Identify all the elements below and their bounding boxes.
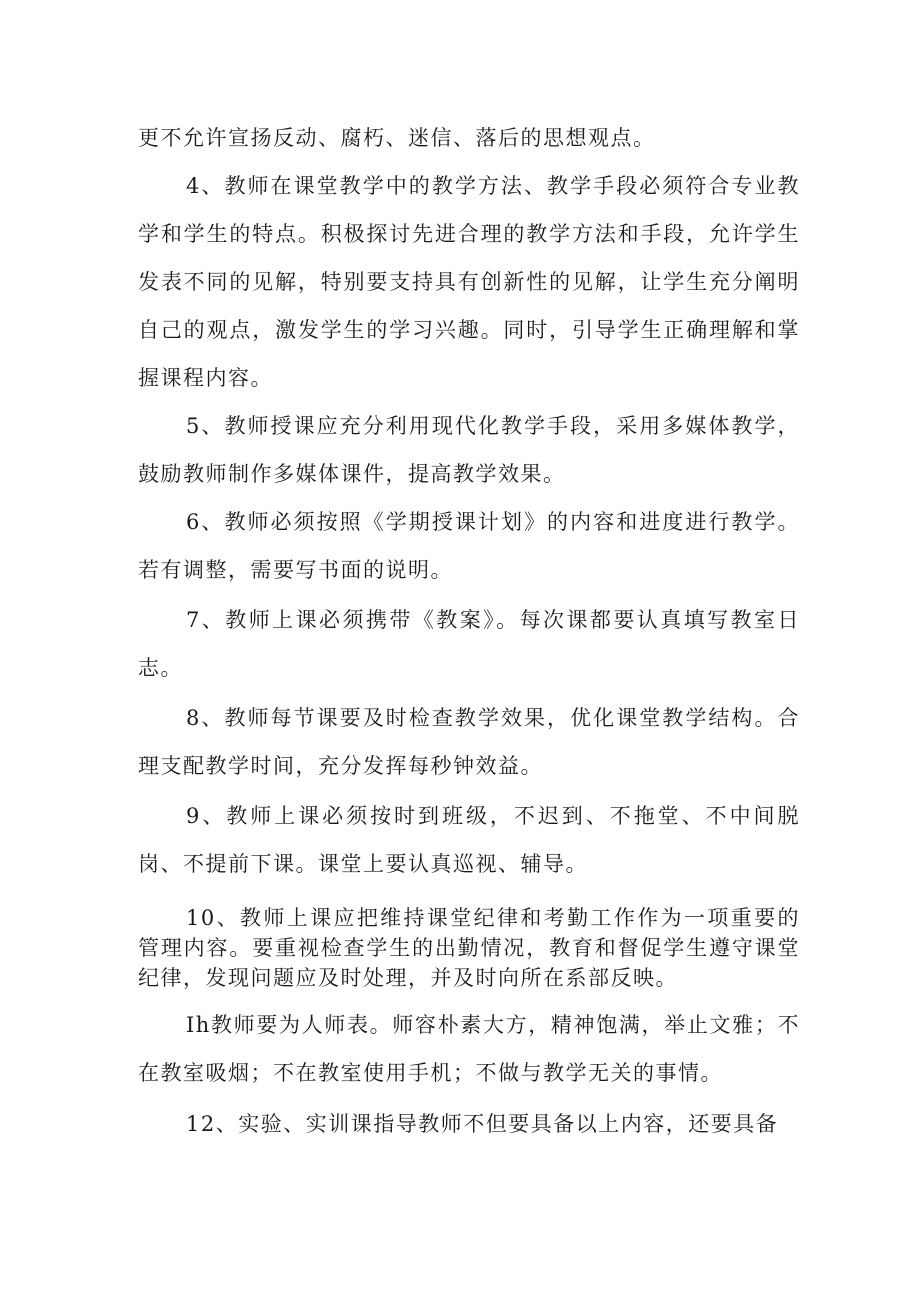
paragraph-item-5: 5、教师授课应充分利用现代化教学手段，采用多媒体教学，鼓励教师制作多媒体课件，提高教学效果。 bbox=[138, 414, 800, 486]
paragraph-1-continuation: 更不允许宣扬反动、腐朽、迷信、落后的思想观点。 bbox=[138, 126, 656, 150]
paragraph-item-10: 10、教师上课应把维持课堂纪律和考勤工作作为一项重要的管理内容。要重视检查学生的出勤情况，教育和督促学生遵守课堂纪律，发现问题应及时处理，并及时向所在系部反映。 bbox=[138, 906, 800, 990]
paragraph-item-8: 8、教师每节课要及时检查教学效果，优化课堂教学结构。合理支配教学时间，充分发挥每秒钟效益。 bbox=[138, 706, 800, 778]
paragraph-item-4: 4、教师在课堂教学中的教学方法、教学手段必须符合专业教学和学生的特点。积极探讨先进合理的教学方法和手段，允许学生发表不同的见解，特别要支持具有创新性的见解，让学生充分阐明自己的观点，激发学生的学习兴趣。同时，引导学生正确理解和掌握课程内容。 bbox=[138, 174, 800, 390]
paragraph-item-11: Ih教师要为人师表。师容朴素大方，精神饱满，举止文雅；不在教室吸烟；不在教室使用手机；不做与教学无关的事情。 bbox=[138, 1013, 800, 1085]
paragraph-item-7: 7、教师上课必须携带《教案》。每次课都要认真填写教室日志。 bbox=[138, 608, 800, 680]
paragraph-item-9: 9、教师上课必须按时到班级，不迟到、不拖堂、不中间脱岗、不提前下课。课堂上要认真巡视、辅导。 bbox=[138, 804, 800, 876]
paragraph-item-12: 12、实验、实训课指导教师不但要具备以上内容，还要具备 bbox=[186, 1112, 779, 1136]
paragraph-item-6: 6、教师必须按照《学期授课计划》的内容和进度进行教学。若有调整，需要写书面的说明。 bbox=[138, 510, 800, 582]
